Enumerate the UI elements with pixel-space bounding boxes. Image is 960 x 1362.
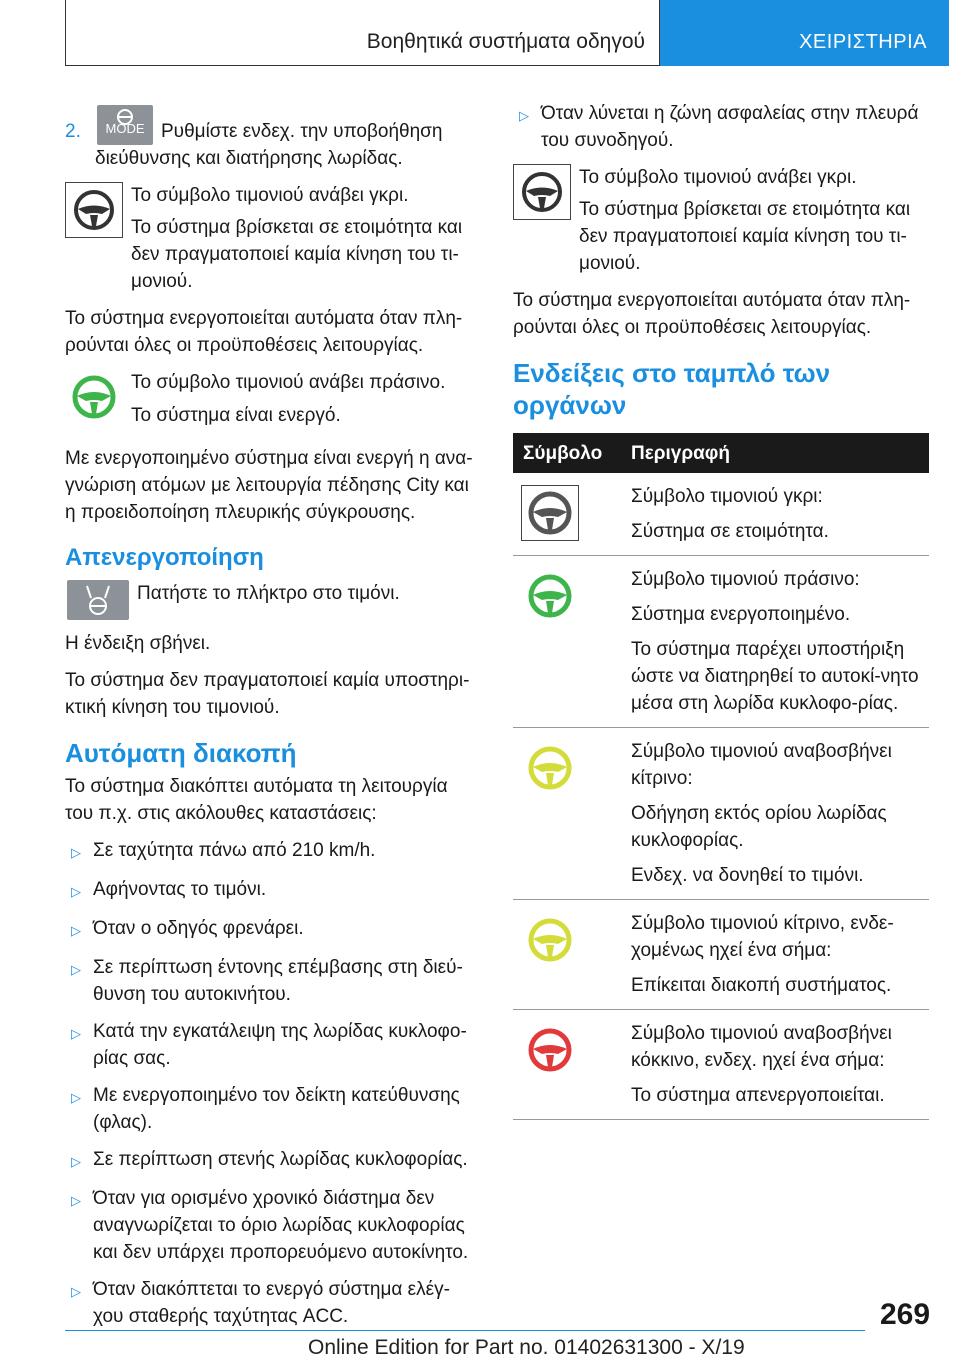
page-number: 269 bbox=[880, 1298, 931, 1331]
indicator-table-body bbox=[513, 473, 929, 1120]
steering-wheel-green-icon bbox=[65, 369, 123, 425]
description-line: Σύμβολο τιμονιού κίτρινο, ενδε-χομένως ηχεί ένα σήμα: bbox=[631, 913, 894, 961]
step-text: Ρυθμίστε ενδεχ. την υποβοήθηση διεύθυνσης και διατήρησης λωρίδας. bbox=[95, 121, 443, 169]
steering-wheel-green-icon bbox=[521, 568, 579, 624]
list-item: ▷ Σε περίπτωση στενής λωρίδας κυκλοφορίας. bbox=[65, 1146, 477, 1175]
description-line: Σύμβολο τιμονιού πράσινο: bbox=[631, 569, 860, 590]
description-line: Επίκειται διακοπή συστήματος. bbox=[631, 975, 892, 996]
seatbelt-list bbox=[513, 100, 929, 154]
triangle-bullet-icon: ▷ bbox=[519, 108, 529, 123]
deactivation-press-text: Πατήστε το πλήκτρο στο τιμόνι. bbox=[137, 583, 400, 604]
list-item: ▷ Με ενεργοποιημένο τον δείκτη κατεύθυνσης (φλας). bbox=[65, 1082, 477, 1136]
deactivation-heading: Απενεργοποίηση bbox=[65, 544, 264, 571]
description-line: Σύμβολο τιμονιού αναβοσβήνει κίτρινο: bbox=[631, 741, 892, 789]
steering-wheel-red-icon bbox=[521, 1022, 579, 1078]
step-2 bbox=[65, 118, 477, 172]
list-item: ▷ Όταν για ορισμένο χρονικό διάστημα δεν αναγνωρίζεται το όριο λωρίδας κυκλοφορίας και δεν υπάρχει προπορευόμενο αυτοκίνητο. bbox=[65, 1185, 477, 1266]
description-line: Ενδεχ. να δονηθεί το τιμόνι. bbox=[631, 865, 864, 886]
triangle-bullet-icon: ▷ bbox=[71, 845, 81, 860]
triangle-bullet-icon: ▷ bbox=[71, 1284, 81, 1299]
description-line: Σύστημα σε ετοιμότητα. bbox=[631, 521, 829, 542]
list-item: ▷ Όταν λύνεται η ζώνη ασφαλείας στην πλευρά του συνοδηγού. bbox=[513, 100, 929, 154]
no-steering-text: Το σύστημα δεν πραγματοποιεί καμία υποστηρι-κτική κίνηση του τιμονιού. bbox=[65, 670, 470, 718]
step-number: 2. bbox=[65, 121, 81, 142]
dashboard-heading: Ενδείξεις στο ταμπλό των οργάνων bbox=[513, 358, 831, 420]
column-header-symbol: Σύμβολο bbox=[513, 433, 631, 473]
triangle-bullet-icon: ▷ bbox=[71, 923, 81, 938]
edition-text: Online Edition for Part no. 01402631300 - X/19 bbox=[308, 1336, 745, 1359]
description-line: Το σύστημα παρέχει υποστήριξη ώστε να διατηρηθεί το αυτοκί-νητο μέσα στη λωρίδα κυκλοφο-ρίας. bbox=[631, 639, 919, 714]
auto-activate-text: Το σύστημα ενεργοποιείται αυτόματα όταν πλη-ρούνται όλες οι προϋποθέσεις λειτουργίας. bbox=[513, 290, 911, 338]
header-title-box bbox=[65, 0, 660, 66]
mode-label: MODE bbox=[105, 120, 145, 136]
description-line: Σύστημα ενεργοποιημένο. bbox=[631, 604, 851, 625]
description-line: Οδήγηση εκτός ορίου λωρίδας κυκλοφορίας. bbox=[631, 803, 887, 851]
list-item: ▷ Κατά την εγκατάλειψη της λωρίδας κυκλοφο-ρίας σας. bbox=[65, 1018, 477, 1072]
deactivation-button-block bbox=[65, 580, 477, 620]
triangle-bullet-icon: ▷ bbox=[71, 1154, 81, 1169]
gray-line-2: Το σύστημα βρίσκεται σε ετοιμότητα και δεν πραγματοποιεί καμία κίνηση του τι-μονιού. bbox=[131, 217, 463, 292]
chapter-tab bbox=[660, 0, 949, 66]
steering-wheel-yellow-icon bbox=[521, 912, 579, 968]
gray-line-2: Το σύστημα βρίσκεται σε ετοιμότητα και δεν πραγματοποιεί καμία κίνηση του τι-μονιού. bbox=[579, 199, 911, 274]
indicator-table bbox=[513, 433, 929, 1120]
left-column bbox=[65, 118, 477, 1340]
steering-wheel-gray-icon bbox=[65, 182, 123, 238]
list-item: ▷ Σε περίπτωση έντονης επέμβασης στη διεύ-θυνση του αυτοκινήτου. bbox=[65, 954, 477, 1008]
gray-line-1: Το σύμβολο τιμονιού ανάβει γκρι. bbox=[579, 167, 857, 188]
triangle-bullet-icon: ▷ bbox=[71, 884, 81, 899]
auto-interrupt-intro: Το σύστημα διακόπτει αυτόματα τη λειτουργία του π.χ. στις ακόλουθες καταστάσεις: bbox=[65, 776, 448, 824]
description-line: Σύμβολο τιμονιού αναβοσβήνει κόκκινο, ενδεχ. ηχεί ένα σήμα: bbox=[631, 1023, 892, 1071]
steering-assist-button-icon bbox=[67, 580, 129, 620]
triangle-bullet-icon: ▷ bbox=[71, 1026, 81, 1041]
table-row bbox=[513, 728, 929, 900]
description-line: Το σύστημα απενεργοποιείται. bbox=[631, 1085, 885, 1106]
list-item: ▷ Όταν διακόπτεται το ενεργό σύστημα ελέγ-χου σταθερής ταχύτητας ACC. bbox=[65, 1276, 477, 1330]
table-row bbox=[513, 900, 929, 1010]
mode-button-icon bbox=[97, 105, 153, 145]
steering-wheel-yellow-icon bbox=[521, 740, 579, 796]
list-item: ▷ Σε ταχύτητα πάνω από 210 km/h. bbox=[65, 837, 477, 866]
right-column bbox=[513, 100, 929, 1120]
chapter-label: ΧΕΙΡΙΣΤΗΡΙΑ bbox=[799, 31, 927, 53]
description-line: Σύμβολο τιμονιού γκρι: bbox=[631, 486, 823, 507]
steering-wheel-gray-icon bbox=[513, 164, 571, 220]
gray-line-1: Το σύμβολο τιμονιού ανάβει γκρι. bbox=[131, 185, 409, 206]
column-header-description: Περιγραφή bbox=[631, 433, 929, 473]
triangle-bullet-icon: ▷ bbox=[71, 962, 81, 977]
green-indicator-block bbox=[65, 369, 477, 435]
footer-rule bbox=[65, 1330, 865, 1331]
auto-activate-text: Το σύστημα ενεργοποιείται αυτόματα όταν πλη-ρούνται όλες οι προϋποθέσεις λειτουργίας. bbox=[65, 308, 463, 356]
green-line-1: Το σύμβολο τιμονιού ανάβει πράσινο. bbox=[131, 372, 446, 393]
green-line-2: Το σύστημα είναι ενεργό. bbox=[131, 405, 341, 426]
city-brake-text: Με ενεργοποιημένο σύστημα είναι ενεργή η ανα-γνώριση ατόμων με λειτουργία πέδησης City και η προειδοποίηση πλευρικής σύγκρουσης. bbox=[65, 448, 473, 523]
page-header bbox=[65, 0, 949, 66]
section-title: Βοηθητικά συστήματα οδηγού bbox=[366, 30, 645, 53]
interrupt-list bbox=[65, 837, 477, 1330]
triangle-bullet-icon: ▷ bbox=[71, 1193, 81, 1208]
list-item: ▷ Αφήνοντας το τιμόνι. bbox=[65, 876, 477, 905]
auto-interrupt-heading: Αυτόματη διακοπή bbox=[65, 738, 297, 768]
indicator-off-text: Η ένδειξη σβήνει. bbox=[65, 633, 211, 654]
table-row bbox=[513, 473, 929, 556]
list-item: ▷ Όταν ο οδηγός φρενάρει. bbox=[65, 915, 477, 944]
table-row bbox=[513, 1010, 929, 1120]
triangle-bullet-icon: ▷ bbox=[71, 1090, 81, 1105]
table-row bbox=[513, 556, 929, 728]
steering-wheel-gray-icon bbox=[521, 485, 579, 541]
